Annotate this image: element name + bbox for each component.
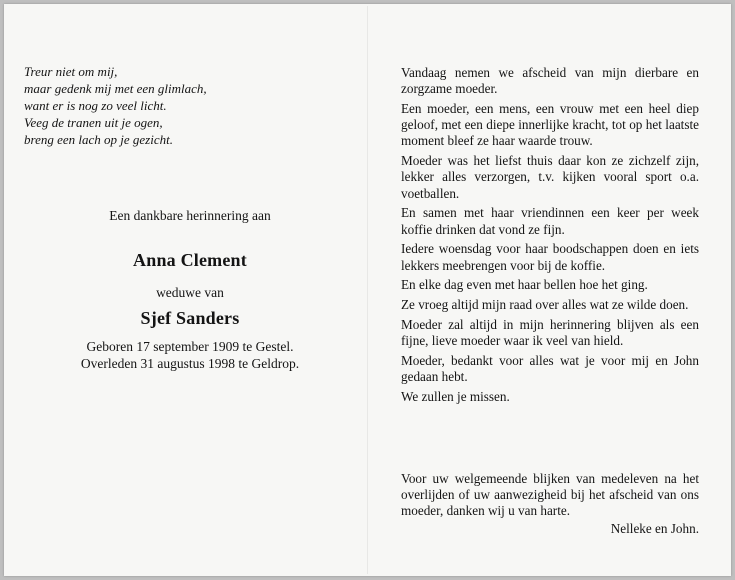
poem <box>24 63 207 148</box>
intro-text: Een dankbare herinnering aan <box>109 208 271 223</box>
paragraph: Iedere woensdag voor haar boodschappen doen en iets lekkers meebrengen voor bij de koffie. <box>401 241 699 273</box>
paragraph: Moeder was het liefst thuis daar kon ze zichzelf zijn, lekker alles verzorgen, t.v. kijken vooral sport o.a. voetballen. <box>401 153 699 201</box>
signature: Nelleke en John. <box>610 521 699 536</box>
paragraph: Vandaag nemen we afscheid van mijn dierbare en zorgzame moeder. <box>401 65 699 97</box>
poem-line: Veeg de tranen uit je ogen, <box>24 115 163 130</box>
paragraph: Ze vroeg altijd mijn raad over alles wat ze wilde doen. <box>401 297 689 313</box>
fold-line <box>367 6 368 574</box>
birth-info: Geboren 17 september 1909 te Gestel. <box>86 339 294 354</box>
deceased-name: Anna Clement <box>133 250 247 270</box>
memorial-text <box>401 65 699 409</box>
paragraph: Moeder zal altijd in mijn herinnering blijven als een fijne, lieve moeder waar ik veel van hield. <box>401 317 699 349</box>
widow-of-text: weduwe van <box>156 285 224 300</box>
paragraph: En elke dag even met haar bellen hoe het ging. <box>401 277 648 293</box>
paragraph: Een moeder, een mens, een vrouw met een heel diep geloof, met een diepe innerlijke kracht, tot op het laatste moment bleef ze haar waarde trouw. <box>401 101 699 149</box>
spouse-name: Sjef Sanders <box>140 308 240 328</box>
poem-line: want er is nog zo veel licht. <box>24 98 167 113</box>
poem-line: maar gedenk mij met een glimlach, <box>24 81 207 96</box>
thanks-text: Voor uw welgemeende blijken van medeleven na het overlijden of uw aanwezigheid bij het afscheid van ons moeder, danken wij u van harte. <box>401 471 699 519</box>
paragraph: En samen met haar vriendinnen een keer per week koffie drinken dat vond ze fijn. <box>401 205 699 237</box>
death-info: Overleden 31 augustus 1998 te Geldrop. <box>80 356 300 371</box>
paragraph: Moeder, bedankt voor alles wat je voor mij en John gedaan hebt. <box>401 353 699 385</box>
paragraph: We zullen je missen. <box>401 389 510 404</box>
poem-line: breng een lach op je gezicht. <box>24 132 173 147</box>
poem-line: Treur niet om mij, <box>24 64 118 79</box>
